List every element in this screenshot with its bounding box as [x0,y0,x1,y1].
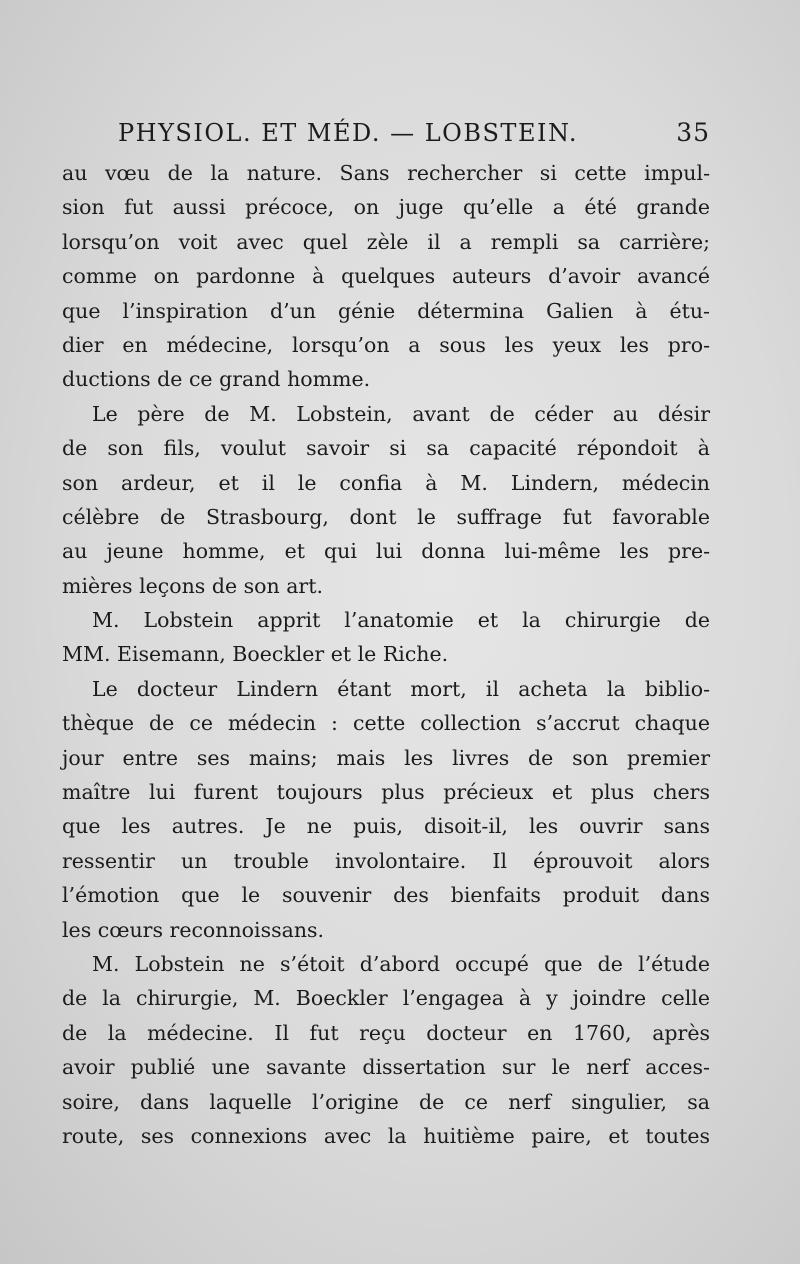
text-line: que les autres. Je ne puis, disoit-il, les ouvrir sans [62,814,710,839]
text-line: M. Lobstein ne s’étoit d’abord occupé que de l’étude [92,951,710,976]
text-line: comme on pardonne à quelques auteurs d’avoir avancé [62,264,710,289]
text-line: route, ses connexions avec la huitième paire, et toutes [62,1123,710,1148]
text-line: thèque de ce médecin : cette collection s’accrut chaque [62,711,710,736]
text-line: MM. Eisemann, Boeckler et le Riche. [62,642,449,667]
running-head [62,118,710,156]
text-line: de la chirurgie, M. Boeckler l’engagea à y joindre celle [62,986,710,1011]
text-line: célèbre de Strasbourg, dont le suffrage fut favorable [62,504,710,529]
text-line: sion fut aussi précoce, on juge qu’elle a été grande [62,195,710,220]
text-line: les cœurs reconnoissans. [62,917,325,942]
text-line: Le docteur Lindern étant mort, il acheta la biblio- [92,676,710,701]
text-line: dier en médecine, lorsqu’on a sous les yeux les pro- [62,332,710,357]
text-line: de la médecine. Il fut reçu docteur en 1760, après [62,1020,710,1045]
text-line: lorsqu’on voit avec quel zèle il a rempli sa carrière; [62,229,710,254]
text-line: au jeune homme, et qui lui donna lui-même les pre- [62,539,710,564]
text-line: que l’inspiration d’un génie détermina Galien à étu- [62,298,710,323]
text-line: M. Lobstein apprit l’anatomie et la chirurgie de [92,608,710,633]
text-line: maître lui furent toujours plus précieux et plus chers [62,780,710,805]
text-line: soire, dans laquelle l’origine de ce nerf singulier, sa [62,1089,710,1114]
text-line: son ardeur, et il le confia à M. Lindern, médecin [62,470,710,495]
text-line: mières leçons de son art. [62,573,323,598]
page-number: 35 [676,118,710,147]
text-line: ductions de ce grand homme. [62,367,371,392]
body-text [62,156,710,1153]
text-line: Le père de M. Lobstein, avant de céder au désir [92,401,710,426]
text-line: jour entre ses mains; mais les livres de son premier [62,745,710,770]
text-line: avoir publié une savante dissertation sur le nerf acces- [62,1055,710,1080]
text-line: l’émotion que le souvenir des bienfaits produit dans [62,883,710,908]
running-head-title: PHYSIOL. ET MÉD. — LOBSTEIN. [118,119,579,147]
text-line: de son fils, voulut savoir si sa capacité répondoit à [62,436,710,461]
text-line: au vœu de la nature. Sans rechercher si cette impul- [62,161,710,185]
text-block [62,118,710,1153]
text-line: ressentir un trouble involontaire. Il éprouvoit alors [62,848,710,873]
